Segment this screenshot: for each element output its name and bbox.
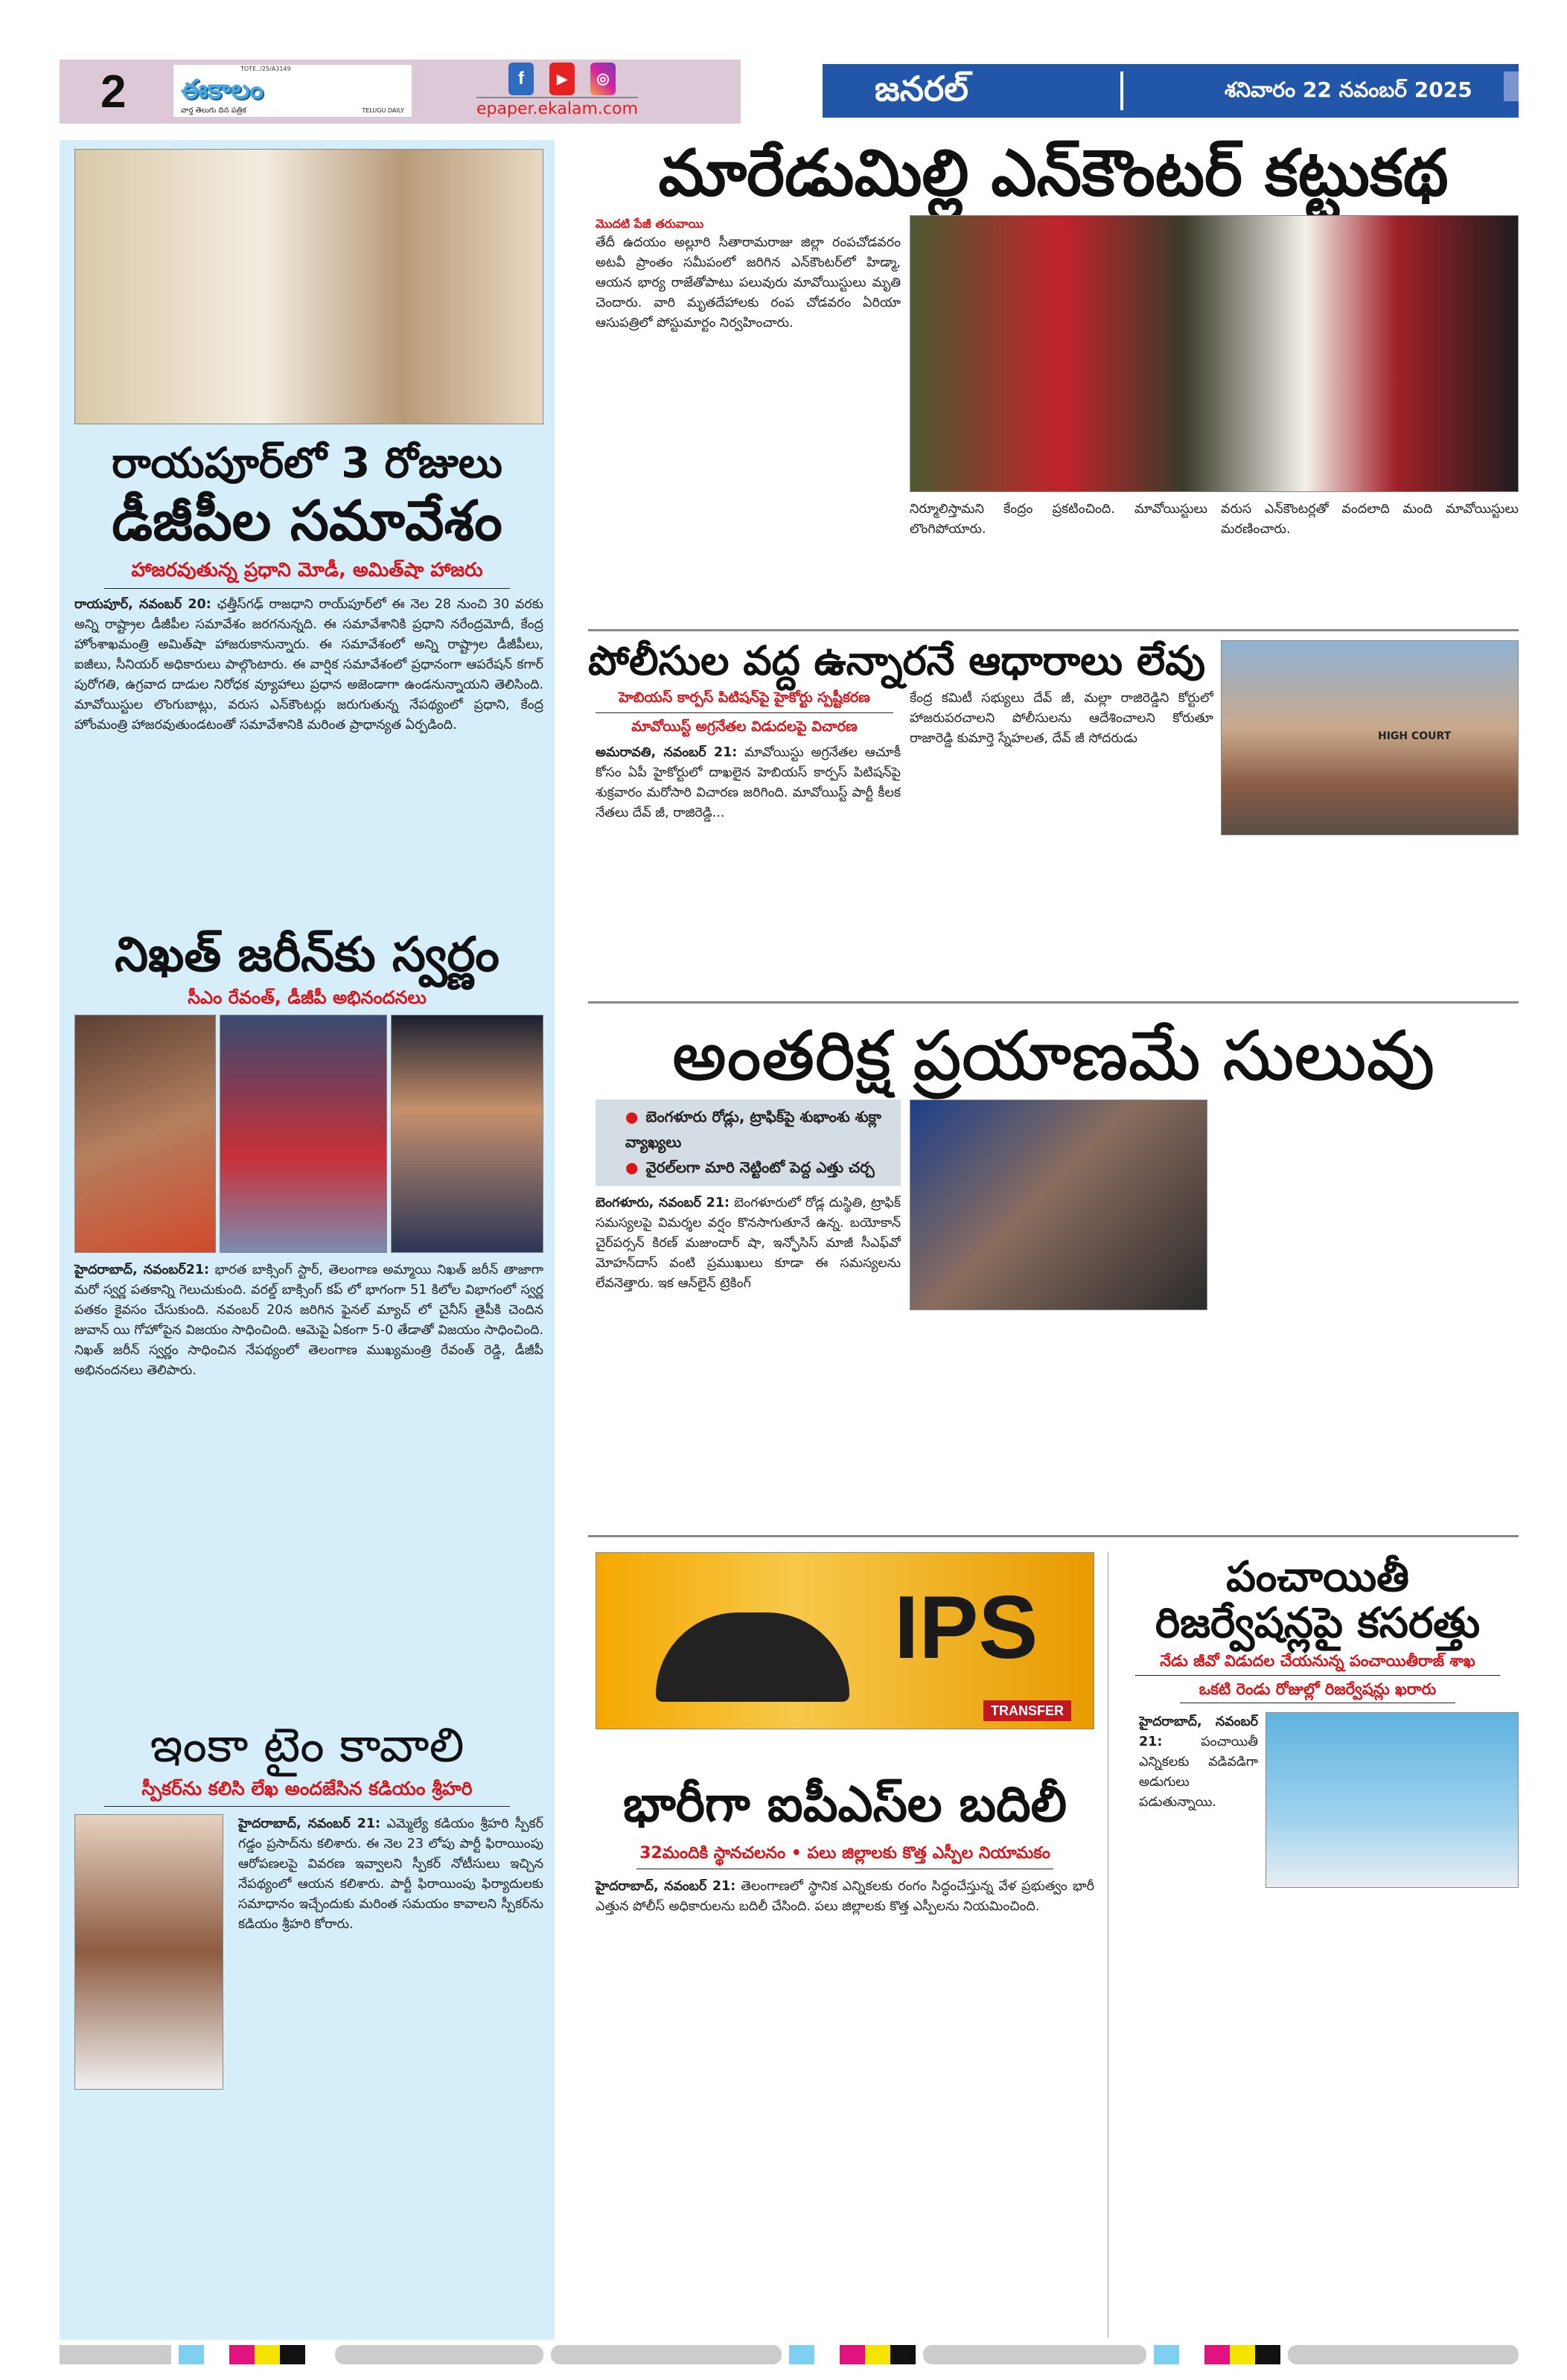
ips-article [588, 1778, 1102, 2338]
section-title: జనరల్ [875, 68, 968, 109]
ips-transfer-graphic [596, 1552, 1094, 1729]
space-article [588, 1018, 1519, 1529]
dateline: హైదరాబాద్, నవంబర్ 21: [596, 1879, 736, 1895]
revanth-photo [74, 1015, 216, 1253]
article-text: తెలంగాణలో స్థానిక ఎన్నికలకు రంగం సిద్ధంచేస్తున్న వేళ ప్రభుత్వం భారీ ఎత్తున పోలీస్ అధికారులను బదిలీ చేసింది. పలు జిల్లాలకు కొత్త ఎస్పీలను నియమించింది. [596, 1879, 1094, 1915]
election-commission-photo [1266, 1712, 1519, 1888]
print-registration-bar [60, 2345, 171, 2364]
issue-date: శనివారం 22 నవంబర్ 2025 [1225, 77, 1472, 102]
tab-marker [1504, 71, 1519, 101]
panchayat-subhead-1: నేడు జీవో విడుదల చేయనున్న పంచాయితీరాజ్ శాఖ [1160, 1652, 1475, 1671]
logo-text: ఈకాలం [181, 74, 264, 104]
habeas-subhead-2: మావోయిస్ట్ అగ్రనేతల విడుదలపై విచారణ [631, 718, 858, 736]
divider [1135, 1675, 1500, 1676]
panchayat-content [1117, 1712, 1519, 2338]
logo-reg: TOTE../25/A3149 [240, 66, 291, 72]
kadiyam-subhead: స్పీకర్‌ను కలిసి లేఖ అందజేసిన కడియం శ్రీహరి [141, 1778, 473, 1800]
newspaper-logo[interactable] [173, 64, 412, 118]
divider [104, 588, 510, 589]
dgp-article [67, 441, 547, 921]
panchayat-headline-2: రిజర్వేషన్లపై కసరత్తు [1155, 1598, 1481, 1647]
print-registration-bar [335, 2345, 543, 2364]
article-text: పంచాయితీ ఎన్నికలకు వడివడిగా అడుగులు పడుతున్నాయి. [1139, 1734, 1258, 1810]
shubhanshu-shukla-photo [910, 1100, 1207, 1310]
article-text: భారత బాక్సింగ్ స్టార్, తెలంగాణ అమ్మాయి నిఖత్ జరీన్ తాజాగా మరో స్వర్ణ పతకాన్ని గెలుచుకుంది. వరల్డ్ బాక్సింగ్ కప్ లో భాగంగా 51 కిలోల విభాగంలో స్వర్ణ పతకం కైవసం చేసుకుంది. నవంబర్ 20న జరిగిన ఫైనల్ మ్యాచ్ లో చైనీస్ తైపీకి చెందిన జువాన్ యి గోహోపైన విజయం సాధించింది. ఆమెపై ఏకంగా 5-0 తేడాతో విజయం సాధించింది. నిఖత్ జరీన్ స్వర్ణం సాధించిన నేపథ్యంలో తెలంగాణ ముఖ్యమంత్రి రేవంత్ రెడ్డి, డీజీపీ అభినందనలు తెలిపారు. [74, 1262, 543, 1378]
divider [588, 1001, 1519, 1004]
encounter-photo [910, 215, 1519, 492]
kadiyam-content [67, 1814, 547, 2338]
maredumilli-body-col2: నిర్మూలిస్తామని కేంద్రం ప్రకటించింది. మావోయిస్టులు లొంగిపోయారు. [910, 501, 1207, 537]
highlight-item: ● బెంగళూరు రోడ్లు, ట్రాఫిక్‌పై శుభాంశు శుక్లా వ్యాఖ్యలు [625, 1108, 881, 1152]
space-body [596, 1193, 901, 1529]
space-content [588, 1100, 1519, 1529]
highlight-item: ● వైరల్‌లగా మారి నెట్టింటో పెద్ద ఎత్తు చర్చ [625, 1158, 875, 1177]
dgp-headline-1: రాయపూర్‌లో 3 రోజులు [112, 439, 502, 488]
article-text: మావోయిస్టు అగ్రనేతల ఆచూకీ కోసం ఏపీ హైకోర్టులో దాఖలైన హెబియస్ కార్పస్ పిటిషన్‌పై శుక్రవారం మరోసారి విచారణ జరిగింది. మావోయిస్ట్ పార్టీ కీలక నేతలు దేవ్ జీ, రాజిరెడ్డి... [596, 744, 901, 820]
maredumilli-body-col3: వరుస ఎన్‌కౌంటర్లతో వందలాది మంది మావోయిస్టులు మరణించారు. [1221, 501, 1519, 537]
kadiyam-body [238, 1814, 547, 2338]
divider [104, 1806, 510, 1807]
panchayat-subhead-2: ఒకటి రెండు రోజుల్లో రిజర్వేషన్లు ఖరారు [1199, 1679, 1437, 1698]
dgp-body [67, 595, 547, 921]
divider [588, 629, 1519, 631]
space-headline: అంతరిక్ష ప్రయాణమే సులువు [671, 1016, 1435, 1096]
dateline: హైదరాబాద్, నవంబర్ 21: [1139, 1714, 1258, 1749]
kadiyam-article [67, 1720, 547, 2338]
nikhat-photo-row [74, 1015, 543, 1253]
kadiyam-photo [74, 1814, 223, 2090]
dateline: హైదరాబాద్, నవంబర్ 21: [238, 1816, 381, 1832]
maredumilli-cols [910, 500, 1519, 622]
modi-shah-photo [74, 149, 543, 424]
ips-subhead: 32మందికి స్థానచలనం • పలు జిల్లాలకు కొత్త ఎస్పీల నియామకం [639, 1843, 1050, 1863]
logo-telugu-daily: TELUGU DAILY [362, 107, 404, 114]
transfer-badge: TRANSFER [983, 1700, 1071, 1721]
dgp-subhead: హాజరవుతున్న ప్రధాని మోడీ, అమిత్‌షా హాజరు [131, 558, 483, 581]
section-bar [823, 64, 1519, 118]
facebook-icon[interactable]: f [508, 63, 534, 95]
habeas-headline: పోలీసుల వద్ద ఉన్నారనే ఆధారాలు లేవు [588, 637, 1206, 684]
dateline: అమరావతి, నవంబర్ 21: [596, 744, 738, 760]
print-registration-bar [923, 2345, 1146, 2364]
color-calibration-bar [179, 2345, 305, 2364]
nikhat-article [67, 929, 547, 1712]
color-calibration-bar [1154, 2345, 1280, 2364]
youtube-icon[interactable]: ▶ [549, 63, 575, 95]
continued-kicker: మొదటి పేజీ తరువాయి [596, 216, 704, 231]
space-left-col [596, 1100, 901, 1529]
divider [596, 712, 893, 713]
maredumilli-article [588, 138, 1519, 622]
police-cap-icon [656, 1612, 849, 1702]
maredumilli-content [588, 215, 1519, 622]
maredumilli-text-col [588, 215, 901, 622]
dateline: బెంగళూరు, నవంబర్ 21: [596, 1196, 730, 1211]
maredumilli-right [910, 215, 1519, 622]
high-court-photo [1221, 640, 1519, 835]
kadiyam-headline: ఇంకా టైం కావాలి [150, 1718, 465, 1773]
photo-caption: HIGH COURT [1378, 730, 1452, 742]
article-text: ఎమ్మెల్యే కడియం శ్రీహరి స్పీకర్ గడ్డం ప్రసాద్‌ను కలిశారు. ఈ నెల 23 లోపు పార్టీ ఫిరాయింపు ఆరోపణలపై వివరణ ఇవ్వాలని స్పీకర్ నోటీసులు ఇచ్చిన నేపథ్యంలో ఆయన కలిశారు. పార్టీ ఫిరాయింపు ఫిర్యాదులకు సమాధానం ఇచ్చేందుకు మరింత సమయం కావాలని స్పీకర్‌ను కడియం శ్రీహరి కోరారు. [238, 1816, 543, 1933]
space-highlights [596, 1100, 901, 1186]
dateline: హైదరాబాద్, నవంబర్21: [74, 1262, 210, 1277]
print-registration-bar [1288, 2345, 1519, 2364]
divider [588, 1535, 1519, 1537]
instagram-icon[interactable]: ◎ [590, 63, 616, 95]
habeas-body-col2: కేంద్ర కమిటీ సభ్యులు దేవ్ జీ, మల్లా రాజిరెడ్డిని కోర్టులో హాజరుపరచాలని పోలీసులను ఆదేశించాలని కోరుతూ రాజారెడ్డి కుమార్తె స్నేహలత, దేవ్ జీ సోదరుడు [910, 691, 1213, 747]
logo-tag-row [181, 106, 404, 116]
logo-tagline: వార్త తెలుగు దిన పత్రిక [181, 106, 246, 115]
ips-text: IPS [894, 1577, 1038, 1677]
habeas-body [588, 743, 901, 995]
habeas-left-col [588, 689, 901, 995]
nikhat-headline: నిఖత్ జరీన్‌కు స్వర్ణం [115, 928, 500, 983]
panchayat-headline-1: పంచాయితీ [1226, 1553, 1409, 1601]
epaper-url[interactable]: epaper.ekalam.com [476, 97, 638, 118]
divider [1120, 71, 1123, 110]
maredumilli-body: తేదీ ఉదయం అల్లూరి సీతారామరాజు జిల్లా రంపచోడవరం అటవీ ప్రాంతం సమీపంలో జరిగిన ఎన్‌కౌంటర్‌లో హిడ్మా, ఆయన భార్య రాజేతోపాటు పలువురు మావోయిస్టులు మృతి చెందారు. వారి మృతదేహాలకు రంప చోడవరం ఏరియా ఆసుపత్రిలో పోస్టుమార్టం నిర్వహించారు. [596, 235, 901, 331]
dateline: రాయపూర్, నవంబర్ 20: [74, 597, 211, 613]
page-number: 2 [100, 66, 127, 118]
habeas-article [588, 639, 1213, 995]
dgp-headline-2: డీజీపీల సమావేశం [112, 488, 502, 553]
article-text: ఛత్తీస్‌గఢ్ రాజధాని రాయ్‌పూర్‌లో ఈ నెల 28 నుంచి 30 వరకు అన్ని రాష్ట్రాల డీజీపీల సమావేశం జరగనున్నది. ఈ సమావేశానికి ప్రధాని నరేంద్రమోదీ, కేంద్ర హోంశాఖమంత్రి అమిత్‌షా హాజరుకానున్నారు. ఈ సమావేశంలో అన్ని రాష్ట్రాల డీజీపీలు, ఐజీలు, సీనియర్ అధికారులు పాల్గొంటారు. ఈ వార్షిక సమావేశంలో ప్రధానంగా ఆపరేషన్ కగార్ పురోగతి, ఉగ్రవాద దాడుల నిరోధక వ్యూహాలు ప్రధాన అజెండాగా ఉండనున్నాయని తెలిసింది. మావోయిస్టుల లొంగుబాట్లు, వరుస ఎన్‌కౌంటర్లు జరుగుతున్న నేపథ్యంలో ప్రధాని, కేంద్ర హోంమంత్రి హాజరవుతుండటంతో సమావేశానికి మరింత ప్రాధాన్యత ఏర్పడింది. [74, 597, 543, 733]
article-text: బెంగళూరులో రోడ్ల దుస్థితి, ట్రాఫిక్ సమస్యలపై విమర్శల వర్షం కొనసాగుతూనే ఉన్న. బయోకాన్ చైర్‌పర్సన్ కిరణ్ మజుందార్ షా, ఇన్ఫోసిస్ మాజీ సీఎఫ్‌వో మోహన్‌దాస్ వంటి ప్రముఖులు కూడా ఈ సమస్యలను లేవనెత్తారు. ఇక ఆన్‌లైన్ ట్రెకింగ్ [596, 1196, 901, 1292]
nikhat-subhead: సీఎం రేవంత్, డీజీపీ అభినందనలు [188, 987, 427, 1009]
maredumilli-headline: మారేడుమిల్లి ఎన్‌కౌంటర్ కట్టుకథ [658, 136, 1449, 211]
dgp-photo [391, 1015, 543, 1253]
print-registration-bar [551, 2345, 782, 2364]
nikhat-zareen-photo [220, 1015, 387, 1253]
panchayat-body [1139, 1712, 1258, 2338]
habeas-subhead-1: హెబియస్ కార్పస్ పిటిషన్‌పై హైకోర్టు స్పష్టీకరణ [619, 689, 870, 706]
ips-headline: భారీగా ఐపీఎస్‌ల బదిలీ [622, 1776, 1067, 1833]
panchayat-article [1117, 1554, 1519, 2338]
habeas-content [588, 689, 1213, 995]
nikhat-body [67, 1260, 547, 1712]
color-calibration-bar [789, 2345, 916, 2364]
ips-body [588, 1877, 1102, 2338]
